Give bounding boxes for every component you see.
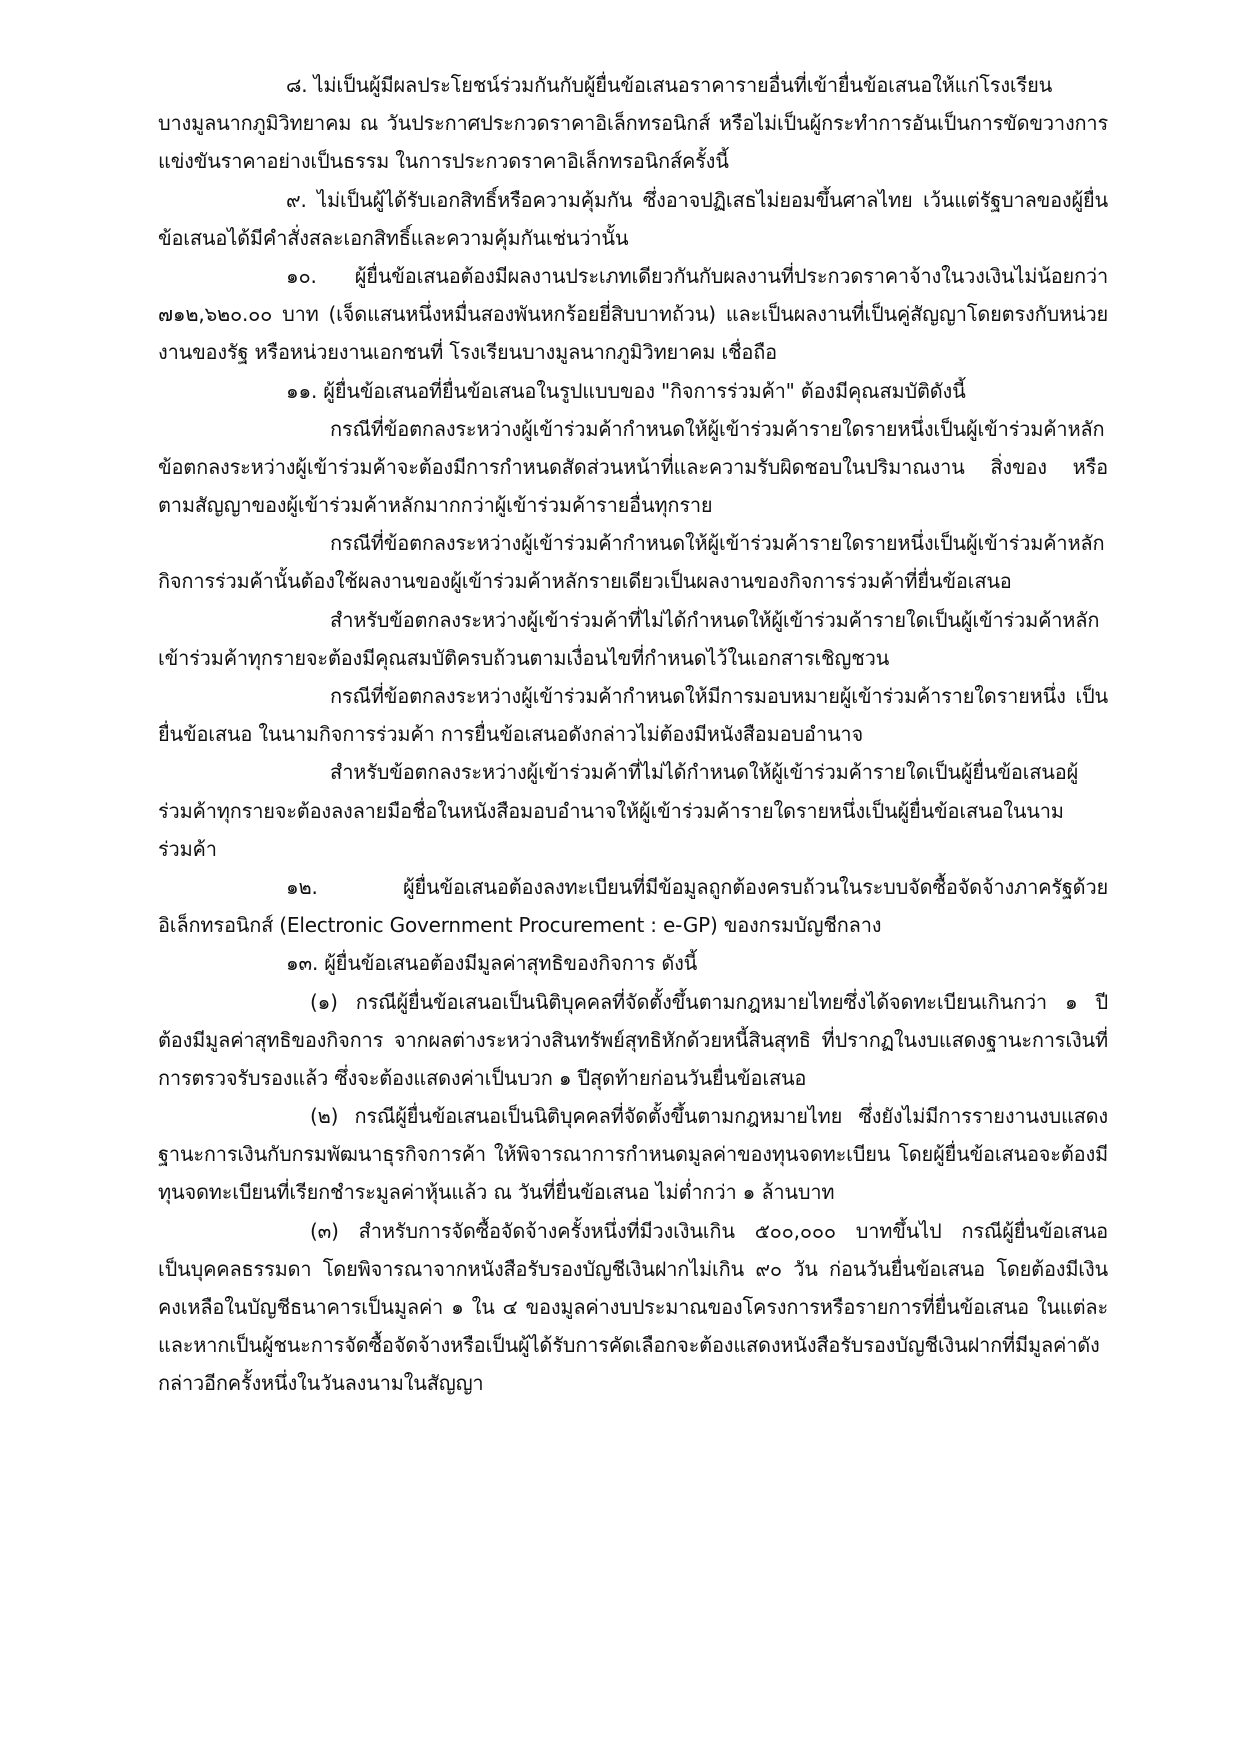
clause-11-heading: ๑๑. ผู้ยื่นข้อเสนอที่ยื่นข้อเสนอในรูปแบบของ "กิจการร่วมค้า" ต้องมีคุณสมบัติดังนี้ — [286, 378, 966, 403]
clause-13-item-3-line-4: และหากเป็นผู้ชนะการจัดซื้อจัดจ้างหรือเป็นผู้ได้รับการคัดเลือกจะต้องแสดงหนังสือรับรองบัญชีเงินฝากที่มีมูลค่าดัง — [158, 1333, 1100, 1358]
clause-11-case-4-line-2: ยื่นข้อเสนอ ในนามกิจการร่วมค้า การยื่นข้อเสนอดังกล่าวไม่ต้องมีหนังสือมอบอำนาจ — [158, 722, 863, 747]
clause-8-line-3: แข่งขันราคาอย่างเป็นธรรม ในการประกวดราคาอิเล็กทรอนิกส์ครั้งนี้ — [158, 149, 729, 174]
clause-13-item-3-line-3: คงเหลือในบัญชีธนาคารเป็นมูลค่า ๑ ใน ๔ ของมูลค่างบประมาณของโครงการหรือรายการที่ยื่นข้อเสนอ ในแต่ละ — [158, 1295, 1108, 1319]
clause-13-heading: ๑๓. ผู้ยื่นข้อเสนอต้องมีมูลค่าสุทธิของกิจการ ดังนี้ — [286, 951, 698, 976]
clause-8-line-1: ๘. ไม่เป็นผู้มีผลประโยชน์ร่วมกันกับผู้ยื่นข้อเสนอราคารายอื่นที่เข้ายื่นข้อเสนอให้แก่โรงเรียน — [286, 73, 1053, 97]
clause-10-line-2: ๗๑๒,๖๒๐.๐๐ บาท (เจ็ดแสนหนึ่งหมื่นสองพันหกร้อยยี่สิบบาทถ้วน) และเป็นผลงานที่เป็นคู่สัญญาโดยตรงกับหน่วย — [158, 302, 1108, 327]
clause-8-line-2: บางมูลนากภูมิวิทยาคม ณ วันประกาศประกวดราคาอิเล็กทรอนิกส์ หรือไม่เป็นผู้กระทำการอันเป็นการขัดขวางการ — [158, 111, 1108, 136]
clause-13-item-1-line-3: การตรวจรับรองแล้ว ซึ่งจะต้องแสดงค่าเป็นบวก ๑ ปีสุดท้ายก่อนวันยื่นข้อเสนอ — [158, 1065, 807, 1090]
clause-11-case-3-line-2: เข้าร่วมค้าทุกรายจะต้องมีคุณสมบัติครบถ้วนตามเงื่อนไขที่กำหนดไว้ในเอกสารเชิญชวน — [158, 645, 890, 670]
clause-11-case-5-line-3: ร่วมค้า — [158, 836, 217, 861]
clause-11-case-4-line-1: กรณีที่ข้อตกลงระหว่างผู้เข้าร่วมค้ากำหนดให้มีการมอบหมายผู้เข้าร่วมค้ารายใดรายหนึ่ง เป็น — [330, 684, 1108, 708]
clause-13-item-1-line-1: (๑) กรณีผู้ยื่นข้อเสนอเป็นนิติบุคคลที่จัดตั้งขึ้นตามกฎหมายไทยซึ่งได้จดทะเบียนเกินกว่า ๑ ปี — [310, 989, 1108, 1014]
clause-12-line-1: ๑๒. ผู้ยื่นข้อเสนอต้องลงทะเบียนที่มีข้อมูลถูกต้องครบถ้วนในระบบจัดซื้อจัดจ้างภาครัฐด้วย — [286, 874, 1108, 899]
clause-11-case-1-line-3: ตามสัญญาของผู้เข้าร่วมค้าหลักมากกว่าผู้เข้าร่วมค้ารายอื่นทุกราย — [158, 493, 713, 518]
clause-11-case-2-line-2: กิจการร่วมค้านั้นต้องใช้ผลงานของผู้เข้าร่วมค้าหลักรายเดียวเป็นผลงานของกิจการร่วมค้าที่ยื่นข้อเสนอ — [158, 569, 1012, 594]
clause-13-item-2-line-2: ฐานะการเงินกับกรมพัฒนาธุรกิจการค้า ให้พิจารณาการกำหนดมูลค่าของทุนจดทะเบียน โดยผู้ยื่นข้อเสนอจะต้องมี — [158, 1142, 1108, 1167]
clause-11-case-1-line-1: กรณีที่ข้อตกลงระหว่างผู้เข้าร่วมค้ากำหนดให้ผู้เข้าร่วมค้ารายใดรายหนึ่งเป็นผู้เข้าร่วมค้าหลัก — [330, 416, 1105, 441]
clause-12-line-2: อิเล็กทรอนิกส์ (Electronic Government Procurement : e-GP) ของกรมบัญชีกลาง — [158, 913, 882, 938]
clause-9-line-2: ข้อเสนอได้มีคำสั่งสละเอกสิทธิ์และความคุ้มกันเช่นว่านั้น — [158, 225, 629, 250]
document-body — [158, 66, 1108, 1403]
clause-11-case-1-line-2: ข้อตกลงระหว่างผู้เข้าร่วมค้าจะต้องมีการกำหนดสัดส่วนหน้าที่และความรับผิดชอบในปริมาณงาน สิ่งของ หรือ — [158, 454, 1108, 479]
clause-10-line-3: งานของรัฐ หรือหน่วยงานเอกชนที่ โรงเรียนบางมูลนากภูมิวิทยาคม เชื่อถือ — [158, 340, 777, 365]
clause-13-item-2-line-3: ทุนจดทะเบียนที่เรียกชำระมูลค่าหุ้นแล้ว ณ วันที่ยื่นข้อเสนอ ไม่ต่ำกว่า ๑ ล้านบาท — [158, 1180, 835, 1205]
clause-11-case-3-line-1: สำหรับข้อตกลงระหว่างผู้เข้าร่วมค้าที่ไม่ได้กำหนดให้ผู้เข้าร่วมค้ารายใดเป็นผู้เข้าร่วมค้าหลัก — [330, 607, 1100, 632]
clause-11-case-2-line-1: กรณีที่ข้อตกลงระหว่างผู้เข้าร่วมค้ากำหนดให้ผู้เข้าร่วมค้ารายใดรายหนึ่งเป็นผู้เข้าร่วมค้าหลัก — [330, 531, 1105, 556]
clause-13-item-3-line-2: เป็นบุคคลธรรมดา โดยพิจารณาจากหนังสือรับรองบัญชีเงินฝากไม่เกิน ๙๐ วัน ก่อนวันยื่นข้อเสนอ โดยต้องมีเงิน — [158, 1256, 1108, 1281]
clause-13-item-3-line-1: (๓) สำหรับการจัดซื้อจัดจ้างครั้งหนึ่งที่มีวงเงินเกิน ๕๐๐,๐๐๐ บาทขึ้นไป กรณีผู้ยื่นข้อเสนอ — [310, 1218, 1108, 1243]
clause-10-line-1: ๑๐. ผู้ยื่นข้อเสนอต้องมีผลงานประเภทเดียวกันกับผลงานที่ประกวดราคาจ้างในวงเงินไม่น้อยกว่า — [286, 263, 1108, 288]
clause-13-item-1-line-2: ต้องมีมูลค่าสุทธิของกิจการ จากผลต่างระหว่างสินทรัพย์สุทธิหักด้วยหนี้สินสุทธิ ที่ปรากฏในงบแสดงฐานะการเงินที่ — [158, 1027, 1108, 1052]
clause-13-item-2-line-1: (๒) กรณีผู้ยื่นข้อเสนอเป็นนิติบุคคลที่จัดตั้งขึ้นตามกฎหมายไทย ซึ่งยังไม่มีการรายงานงบแสดง — [310, 1104, 1108, 1129]
clause-11-case-5-line-1: สำหรับข้อตกลงระหว่างผู้เข้าร่วมค้าที่ไม่ได้กำหนดให้ผู้เข้าร่วมค้ารายใดเป็นผู้ยื่นข้อเสนอผู้ — [330, 760, 1079, 785]
clause-11-case-5-line-2: ร่วมค้าทุกรายจะต้องลงลายมือชื่อในหนังสือมอบอำนาจให้ผู้เข้าร่วมค้ารายใดรายหนึ่งเป็นผู้ยื่นข้อเสนอในนาม — [158, 798, 1064, 823]
clause-9-line-1: ๙. ไม่เป็นผู้ได้รับเอกสิทธิ์หรือความคุ้มกัน ซึ่งอาจปฏิเสธไม่ยอมขึ้นศาลไทย เว้นแต่รัฐบาลของผู้ยื่น — [286, 187, 1108, 212]
clause-13-item-3-line-5: กล่าวอีกครั้งหนึ่งในวันลงนามในสัญญา — [158, 1371, 484, 1396]
